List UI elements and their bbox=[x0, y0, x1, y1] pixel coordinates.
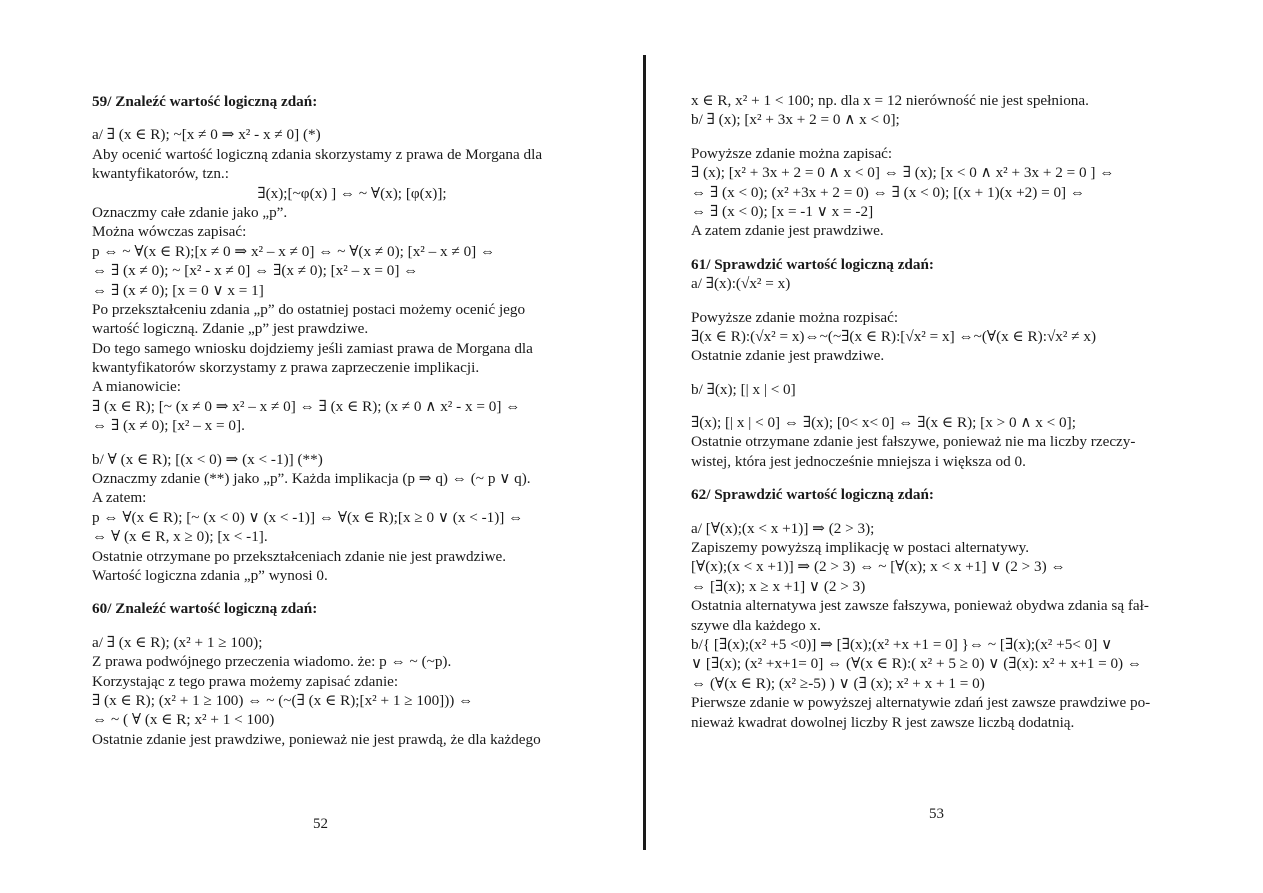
formula-line: a/ ∃(x):(√x² = x) bbox=[691, 275, 791, 293]
text-line: Oznaczmy całe zdanie jako „p”. bbox=[92, 203, 288, 221]
text-line: Ostatnia alternatywa jest zawsze fałszywa, ponieważ obydwa zdania są fał- bbox=[691, 597, 1149, 615]
formula-line: ⇔ (∀(x ∈ R); (x² ≥-5) ) ∨ (∃ (x); x² + x + 1 = 0) bbox=[691, 674, 985, 692]
text-line: Do tego samego wniosku dojdziemy jeśli zamiast prawa de Morgana dla bbox=[92, 339, 533, 357]
text-line: A zatem zdanie jest prawdziwe. bbox=[691, 222, 884, 240]
exercise-60-heading: 60/ Znaleźć wartość logiczną zdań: bbox=[92, 600, 318, 618]
book-spine-divider bbox=[643, 55, 646, 850]
formula-line: ⇔ ~ ( ∀ (x ∈ R; x² + 1 < 100) bbox=[92, 711, 275, 729]
text-line: Ostatnie otrzymane zdanie jest fałszywe, ponieważ nie ma liczby rzeczy- bbox=[691, 433, 1136, 451]
exercise-62-heading: 62/ Sprawdzić wartość logiczną zdań: bbox=[691, 486, 934, 504]
spacer bbox=[92, 436, 612, 450]
exercise-59-heading: 59/ Znaleźć wartość logiczną zdań: bbox=[92, 93, 318, 110]
text-line: Zapiszemy powyższą implikację w postaci alternatywy. bbox=[691, 539, 1030, 557]
text-line: a/ ∃ (x ∈ R); ~[x ≠ 0 ⇒ x² - x ≠ 0] (*) bbox=[92, 126, 321, 144]
spacer bbox=[92, 619, 612, 633]
right-page bbox=[648, 0, 1263, 893]
text-line: Wartość logiczna zdania „p” wynosi 0. bbox=[92, 566, 328, 584]
spacer bbox=[691, 471, 1226, 485]
text-line: Po przekształceniu zdania „p” do ostatniej postaci możemy ocenić jego bbox=[92, 300, 526, 318]
formula-line: [∀(x);(x < x +1)] ⇒ (2 > 3) ⇔ ~ [∀(x); x < x +1] ∨ (2 > 3) ⇔ bbox=[691, 558, 1066, 576]
text-line: kwantyfikatorów skorzystamy z prawa zaprzeczenie implikacji. bbox=[92, 359, 480, 377]
text-line: Ostatnie zdanie jest prawdziwe, ponieważ nie jest prawdą, że dla każdego bbox=[92, 730, 541, 748]
text-line: Korzystając z tego prawa możemy zapisać zdanie: bbox=[92, 672, 399, 690]
right-page-text bbox=[691, 91, 1226, 732]
formula-line: p ⇔ ~ ∀(x ∈ R);[x ≠ 0 ⇒ x² – x ≠ 0] ⇔ ~ ∀(x ≠ 0); [x² – x ≠ 0] ⇔ bbox=[92, 242, 496, 260]
spacer bbox=[92, 585, 612, 599]
spacer bbox=[691, 366, 1226, 380]
text-line: x ∈ R, x² + 1 < 100; np. dla x = 12 nierówność nie jest spełniona. bbox=[691, 92, 1089, 109]
spacer bbox=[691, 294, 1226, 308]
formula-line: ∃ (x); [x² + 3x + 2 = 0 ∧ x < 0] ⇔ ∃ (x); [x < 0 ∧ x² + 3x + 2 = 0 ] ⇔ bbox=[691, 164, 1115, 182]
formula-line: ⇔ ∀ (x ∈ R, x ≥ 0); [x < -1]. bbox=[92, 528, 268, 546]
text-line: kwantyfikatorów, tzn.: bbox=[92, 165, 229, 183]
formula-line: ∃ (x ∈ R); [~ (x ≠ 0 ⇒ x² – x ≠ 0] ⇔ ∃ (x ∈ R); (x ≠ 0 ∧ x² - x = 0] ⇔ bbox=[92, 397, 521, 415]
formula-line: p ⇔ ∀(x ∈ R); [~ (x < 0) ∨ (x < -1)] ⇔ ∀(x ∈ R);[x ≥ 0 ∨ (x < -1)] ⇔ bbox=[92, 508, 524, 526]
text-line: Powyższe zdanie można rozpisać: bbox=[691, 308, 899, 326]
page-number-left: 52 bbox=[313, 816, 328, 832]
formula-line: b/{ [∃(x);(x² +5 <0)] ⇒ [∃(x);(x² +x +1 = 0] }⇔ ~ [∃(x);(x² +5< 0] ∨ bbox=[691, 635, 1113, 653]
text-line: Można wówczas zapisać: bbox=[92, 223, 247, 241]
text-line: A mianowicie: bbox=[92, 378, 181, 396]
spacer bbox=[691, 505, 1226, 519]
exercise-61-heading: 61/ Sprawdzić wartość logiczną zdań: bbox=[691, 255, 934, 273]
formula-line: ⇔ ∃ (x ≠ 0); [x = 0 ∨ x = 1] bbox=[92, 281, 264, 299]
formula-line: ∃(x);[~φ(x) ] ⇔ ~ ∀(x); [φ(x)]; bbox=[257, 184, 447, 202]
formula-line: ⇔ ∃ (x ≠ 0); [x² – x = 0]. bbox=[92, 417, 245, 435]
formula-line: ∃(x ∈ R):(√x² = x)⇔~(~∃(x ∈ R):[√x² = x] ⇔~(∀(x ∈ R):√x² ≠ x) bbox=[691, 327, 1097, 345]
formula-line: a/ [∀(x);(x < x +1)] ⇒ (2 > 3); bbox=[691, 519, 875, 537]
spacer bbox=[691, 130, 1226, 144]
formula-line: ⇔ ∃ (x < 0); (x² +3x + 2 = 0) ⇔ ∃ (x < 0); [(x + 1)(x +2) = 0] ⇔ bbox=[691, 183, 1086, 201]
formula-line: ⇔ [∃(x); x ≥ x +1] ∨ (2 > 3) bbox=[691, 577, 866, 595]
text-line: Oznaczmy zdanie (**) jako „p”. Każda implikacja (p ⇒ q) ⇔ (~ p ∨ q). bbox=[92, 470, 531, 488]
text-line: Z prawa podwójnego przeczenia wiadomo. że: p ⇔ ~ (~p). bbox=[92, 653, 452, 671]
formula-line: ∃ (x ∈ R); (x² + 1 ≥ 100) ⇔ ~ (~(∃ (x ∈ R);[x² + 1 ≥ 100])) ⇔ bbox=[92, 691, 474, 709]
text-line: szywe dla każdego x. bbox=[691, 616, 821, 634]
spacer bbox=[92, 111, 612, 125]
spacer bbox=[691, 399, 1226, 413]
page-number-right: 53 bbox=[929, 806, 944, 822]
text-line: wartość logiczną. Zdanie „p” jest prawdziwe. bbox=[92, 320, 369, 338]
spacer bbox=[691, 241, 1226, 255]
formula-line: b/ ∃(x); [| x | < 0] bbox=[691, 380, 796, 398]
text-line: A zatem: bbox=[92, 489, 147, 507]
text-line: wistej, która jest jednocześnie mniejsza i większa od 0. bbox=[691, 452, 1026, 470]
left-page-text bbox=[92, 92, 612, 749]
formula-line: b/ ∃ (x); [x² + 3x + 2 = 0 ∧ x < 0]; bbox=[691, 111, 900, 129]
text-line: Ostatnie zdanie jest prawdziwe. bbox=[691, 347, 885, 365]
text-line: Ostatnie otrzymane po przekształceniach zdanie nie jest prawdziwe. bbox=[92, 547, 507, 565]
text-line: Pierwsze zdanie w powyższej alternatywie zdań jest zawsze prawdziwe po- bbox=[691, 694, 1151, 712]
text-line: nieważ kwadrat dowolnej liczby R jest zawsze liczbą dodatnią. bbox=[691, 713, 1075, 731]
formula-line: ∨ [∃(x); (x² +x+1= 0] ⇔ (∀(x ∈ R):( x² + 5 ≥ 0) ∨ (∃(x): x² + x+1 = 0) ⇔ bbox=[691, 655, 1143, 673]
formula-line: b/ ∀ (x ∈ R); [(x < 0) ⇒ (x < -1)] (**) bbox=[92, 450, 323, 468]
formula-line: ⇔ ∃ (x < 0); [x = -1 ∨ x = -2] bbox=[691, 202, 874, 220]
text-line: Powyższe zdanie można zapisać: bbox=[691, 144, 893, 162]
formula-line: ∃(x); [| x | < 0] ⇔ ∃(x); [0< x< 0] ⇔ ∃(x ∈ R); [x > 0 ∧ x < 0]; bbox=[691, 414, 1076, 432]
formula-line: ⇔ ∃ (x ≠ 0); ~ [x² - x ≠ 0] ⇔ ∃(x ≠ 0); [x² – x = 0] ⇔ bbox=[92, 262, 419, 280]
formula-line: a/ ∃ (x ∈ R); (x² + 1 ≥ 100); bbox=[92, 633, 263, 651]
text-line: Aby ocenić wartość logiczną zdania skorzystamy z prawa de Morgana dla bbox=[92, 145, 543, 163]
